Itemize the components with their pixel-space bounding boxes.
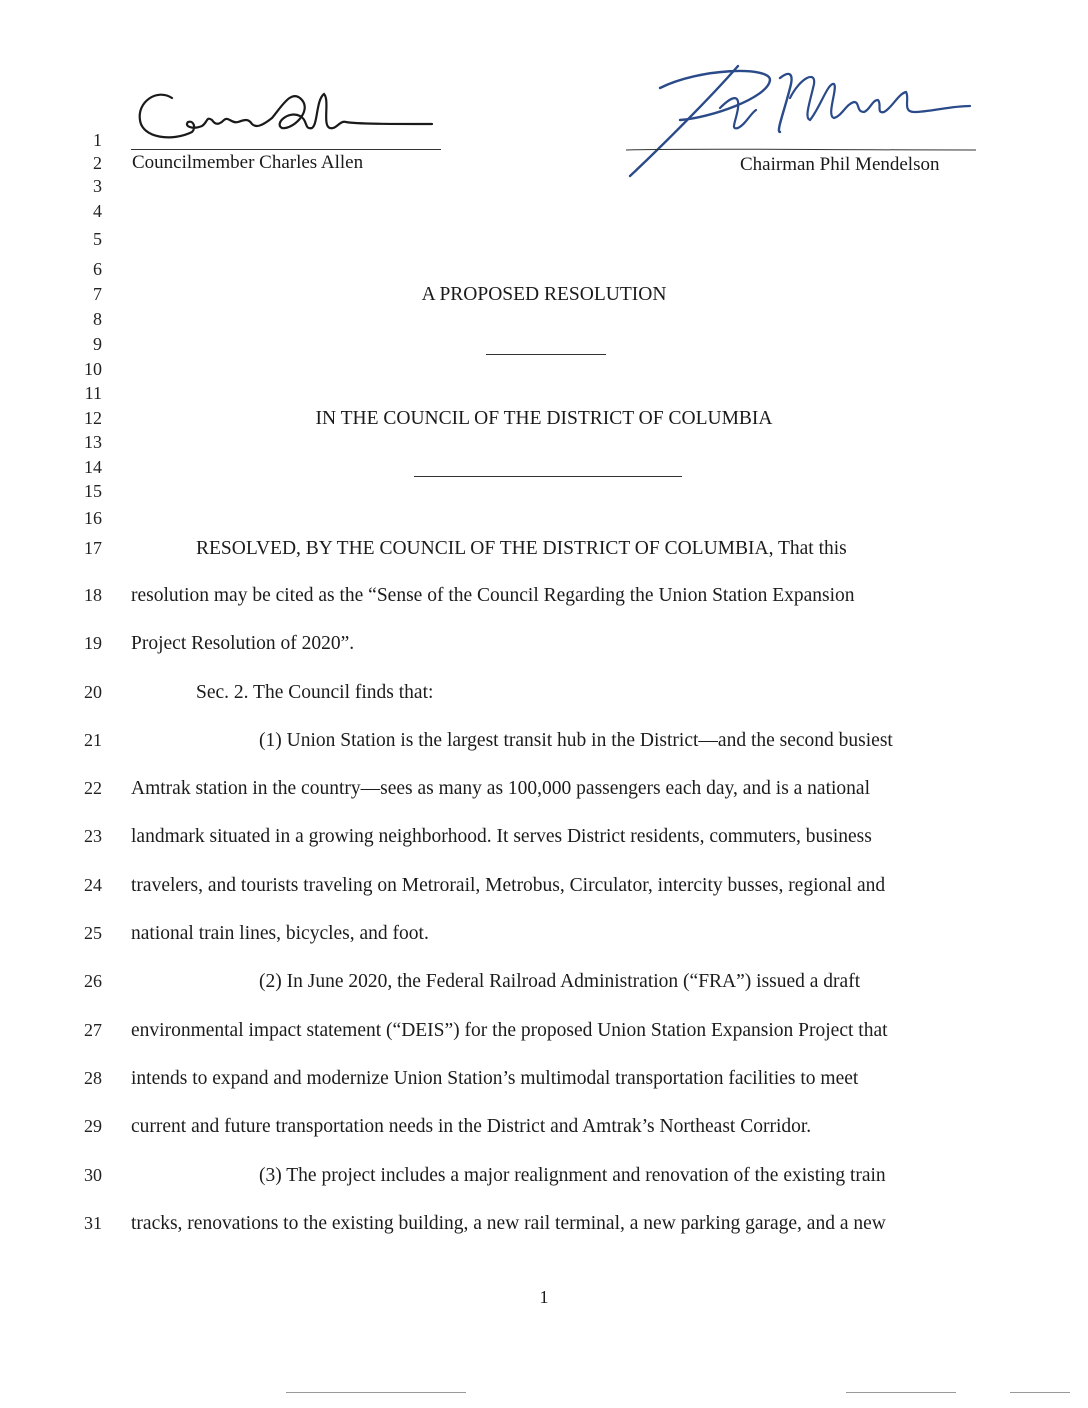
line-number: 31 — [84, 1213, 102, 1233]
scan-artifact-line — [1010, 1392, 1070, 1393]
line-number: 13 — [84, 432, 102, 452]
body-line-17: RESOLVED, BY THE COUNCIL OF THE DISTRICT OF COLUMBIA, That this — [196, 538, 847, 559]
line-number: 12 — [84, 408, 102, 428]
line-number: 27 — [84, 1020, 102, 1040]
line-number: 25 — [84, 923, 102, 943]
body-line-28: intends to expand and modernize Union Station’s multimodal transportation facilities to meet — [131, 1068, 859, 1089]
line-number: 16 — [84, 508, 102, 528]
line-number: 19 — [84, 633, 102, 653]
line-number: 7 — [93, 284, 102, 304]
line-number: 29 — [84, 1116, 102, 1136]
line-number: 8 — [93, 309, 102, 329]
body-line-29: current and future transportation needs in the District and Amtrak’s Northeast Corridor. — [131, 1116, 812, 1137]
line-number: 28 — [84, 1068, 102, 1088]
line-number: 23 — [84, 826, 102, 846]
line-number: 10 — [84, 359, 102, 379]
body-line-23: landmark situated in a growing neighborhood. It serves District residents, commuters, business — [131, 826, 872, 847]
charles-allen-signature — [132, 80, 452, 152]
right-signatory-name: Chairman Phil Mendelson — [740, 154, 940, 175]
council-heading: IN THE COUNCIL OF THE DISTRICT OF COLUMBIA — [315, 408, 773, 429]
title-divider — [486, 354, 606, 355]
line-number: 9 — [93, 334, 102, 354]
left-signature-rule — [131, 149, 441, 150]
line-number: 22 — [84, 778, 102, 798]
line-number: 26 — [84, 971, 102, 991]
line-number: 11 — [84, 383, 102, 403]
body-line-21: (1) Union Station is the largest transit hub in the District—and the second busiest — [259, 730, 893, 751]
body-line-24: travelers, and tourists traveling on Metrorail, Metrobus, Circulator, intercity busses, regional and — [131, 875, 886, 896]
line-number: 3 — [93, 176, 102, 196]
line-number: 15 — [84, 481, 102, 501]
line-number: 20 — [84, 682, 102, 702]
page-number: 1 — [539, 1287, 549, 1307]
line-number: 30 — [84, 1165, 102, 1185]
line-number: 5 — [93, 229, 102, 249]
left-signatory-name: Councilmember Charles Allen — [132, 152, 364, 173]
line-number: 17 — [84, 538, 102, 558]
body-line-25: national train lines, bicycles, and foot. — [131, 923, 429, 944]
body-line-22: Amtrak station in the country—sees as many as 100,000 passengers each day, and is a national — [131, 778, 871, 799]
line-number: 2 — [93, 153, 102, 173]
body-line-19: Project Resolution of 2020”. — [131, 633, 355, 654]
document-title: A PROPOSED RESOLUTION — [421, 284, 667, 305]
line-number: 14 — [84, 457, 102, 477]
line-number: 24 — [84, 875, 102, 895]
council-divider — [414, 476, 682, 477]
body-line-18: resolution may be cited as the “Sense of the Council Regarding the Union Station Expansion — [131, 585, 855, 606]
line-number: 4 — [93, 201, 102, 221]
body-line-31: tracks, renovations to the existing building, a new rail terminal, a new parking garage, and a new — [131, 1213, 886, 1234]
scan-artifact-line — [286, 1392, 466, 1393]
scan-artifact-line — [846, 1392, 956, 1393]
body-line-30: (3) The project includes a major realignment and renovation of the existing train — [259, 1165, 886, 1186]
body-line-20: Sec. 2. The Council finds that: — [196, 682, 434, 703]
line-number: 1 — [93, 130, 102, 150]
body-line-27: environmental impact statement (“DEIS”) for the proposed Union Station Expansion Project that — [131, 1020, 888, 1041]
line-number: 21 — [84, 730, 102, 750]
line-number: 18 — [84, 585, 102, 605]
body-line-26: (2) In June 2020, the Federal Railroad Administration (“FRA”) issued a draft — [259, 971, 861, 992]
line-number: 6 — [93, 259, 102, 279]
